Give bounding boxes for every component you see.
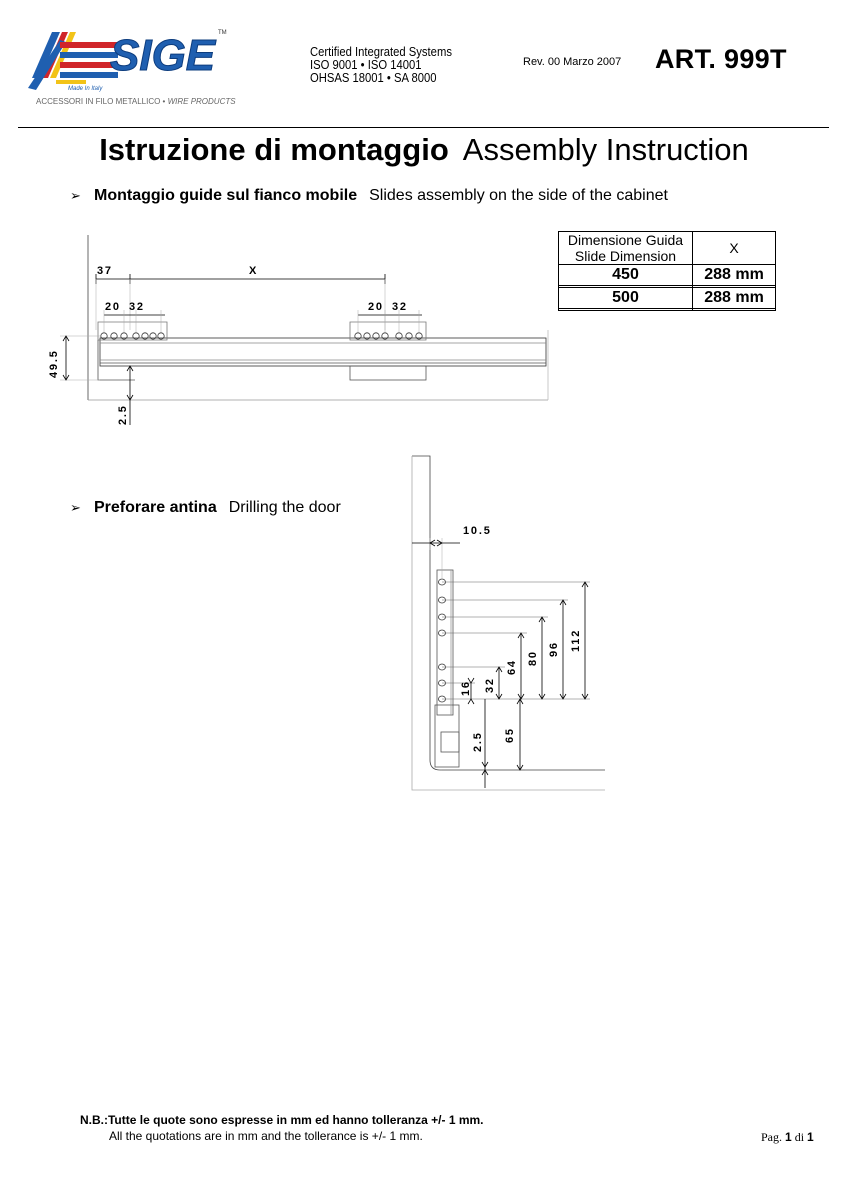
dim-32-left: 32: [129, 301, 145, 313]
table-row: [559, 288, 776, 309]
bullet-icon: ➢: [70, 500, 81, 515]
section-italian: Montaggio guide sul fianco mobile: [94, 187, 358, 204]
logo-made-in: Made In Italy: [68, 86, 103, 92]
title-italian: Istruzione di montaggio: [99, 132, 449, 167]
logo-tm: TM: [218, 30, 227, 36]
header-divider: [18, 127, 829, 128]
cert-line: ISO 9001 • ISO 14001: [310, 58, 422, 72]
cert-line: Certified Integrated Systems: [310, 45, 452, 59]
dim-65: 65: [504, 727, 516, 743]
slide-assembly-diagram: [40, 230, 555, 430]
dim-20-left: 20: [105, 301, 121, 313]
dim-x: X: [249, 265, 259, 277]
table-cell-x: 288 mm: [693, 265, 776, 286]
dim-64: 64: [506, 659, 518, 675]
title-english: Assembly Instruction: [462, 132, 749, 167]
table-header-x: X: [693, 232, 776, 265]
dim-2-5: 2.5: [117, 404, 129, 425]
cert-line: OHSAS 18001 • SA 8000: [310, 71, 437, 85]
bullet-icon: ➢: [70, 188, 81, 203]
section-english: Slides assembly on the side of the cabinet: [369, 187, 668, 204]
table-row: [559, 265, 776, 286]
article-number: ART. 999T: [655, 44, 787, 74]
dim-49-5: 49.5: [48, 349, 60, 378]
note-italian: N.B.:Tutte le quote sono espresse in mm ed hanno tolleranza +/- 1 mm.: [80, 1113, 484, 1127]
table-cell-dimension: 500: [559, 288, 693, 309]
note-english: All the quotations are in mm and the tollerance is +/- 1 mm.: [109, 1129, 423, 1143]
logo-wordmark: SIGE: [110, 31, 216, 80]
section-slides-assembly: [70, 187, 668, 205]
table-header-row: [559, 232, 776, 265]
page-number: Pag. 1 di 1: [761, 1130, 814, 1144]
dim-112: 112: [570, 628, 582, 652]
dim-37: 37: [97, 265, 113, 277]
section-english: Drilling the door: [228, 499, 341, 516]
certifications: [310, 46, 452, 85]
dim-96: 96: [548, 641, 560, 657]
table-cell-dimension: 450: [559, 265, 693, 286]
slide-dimension-table: [558, 231, 776, 311]
section-italian: Preforare antina: [94, 499, 217, 516]
dim-32-right: 32: [392, 301, 408, 313]
dim-10-5: 10.5: [463, 525, 492, 537]
logo-stripes: [28, 32, 118, 90]
dim-32: 32: [484, 677, 496, 693]
table-cell-x: 288 mm: [693, 288, 776, 309]
door-drilling-diagram: [405, 450, 610, 795]
dim-20-right: 20: [368, 301, 384, 313]
table-header-dimension: Dimensione Guida Slide Dimension: [559, 232, 693, 265]
logo-tagline: ACCESSORI IN FILO METALLICO • WIRE PRODUCTS: [36, 97, 236, 106]
revision-text: Rev. 00 Marzo 2007: [523, 56, 622, 68]
dim-16: 16: [460, 680, 472, 696]
section-drilling-door: [70, 499, 341, 517]
page-title: [0, 132, 848, 168]
dim-2-5: 2.5: [472, 731, 484, 752]
table-separator: [559, 309, 776, 311]
dim-80: 80: [527, 650, 539, 666]
